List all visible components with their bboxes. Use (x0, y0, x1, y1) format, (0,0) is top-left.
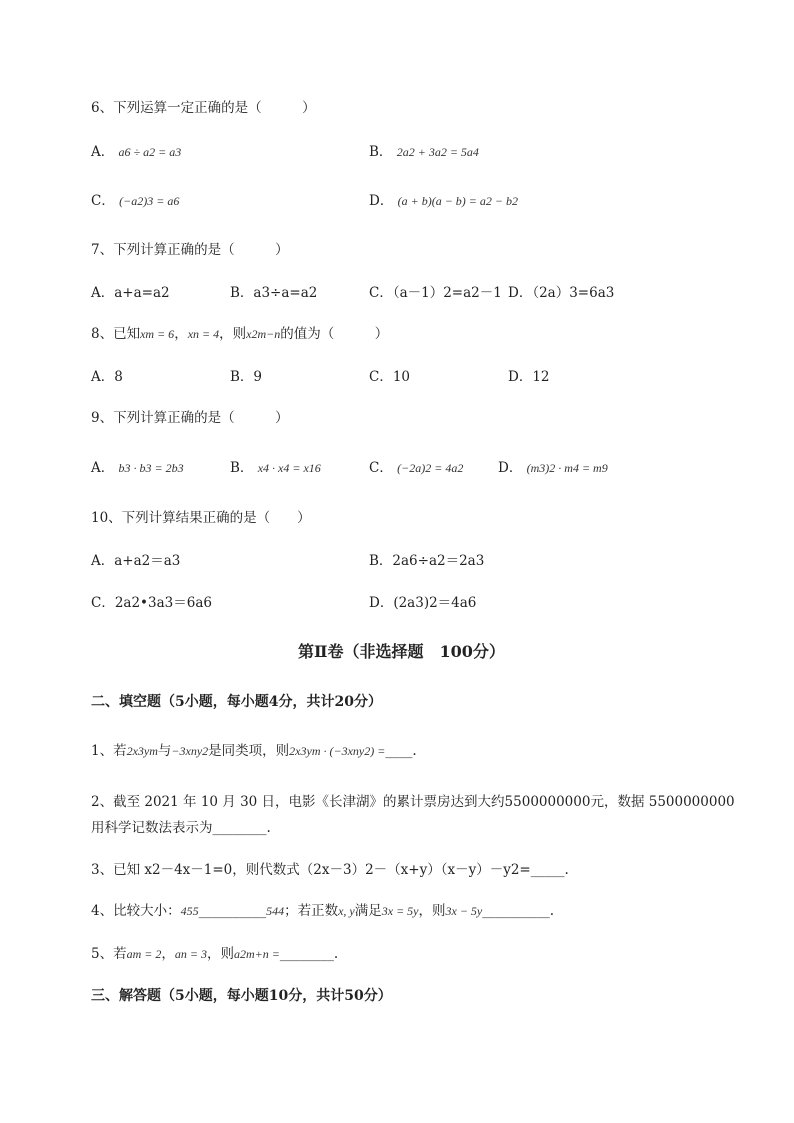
q10-stem: 10、下列计算结果正确的是（ ） (91, 510, 311, 526)
q9-option-b (230, 458, 321, 478)
q8-option-d: D．12 (508, 369, 550, 385)
math-expression: 544 (266, 904, 285, 918)
stem-text: 5、若 (91, 946, 127, 962)
option-label: A． (91, 144, 115, 160)
part2-title: 第Ⅱ卷（非选择题 100分） (298, 642, 505, 661)
math-expression: −3xny2 (171, 744, 209, 758)
math-expression: 455 (180, 904, 199, 918)
fill-question-3: 3、已知 x2－4x－1=0，则代数式（2x－3）2－（x+y）（x－y）－y2=_____. (91, 862, 569, 878)
q10-option-b: B．2a6÷a2＝2a3 (369, 553, 485, 569)
q6-stem: 6、下列运算一定正确的是（ ） (91, 100, 316, 116)
option-label: C． (91, 193, 115, 209)
math-expression: (−2a)2 = 4a2 (397, 461, 464, 475)
option-label: B． (230, 460, 254, 476)
q7-option-b: B．a3÷a=a2 (230, 285, 318, 301)
fill-question-2-line1: 2、截至 2021 年 10 月 30 日，电影《长津湖》的累计票房达到大约5500000000元，数据 5500000000 (91, 794, 735, 810)
math-expression: b3 · b3 = 2b3 (118, 461, 184, 475)
q10-option-a: A．a+a2＝a3 (91, 553, 181, 569)
q9-stem: 9、下列计算正确的是（ ） (91, 410, 289, 426)
stem-text: 是同类项，则 (208, 743, 290, 759)
q10-option-d: D．(2a3)2＝4a6 (369, 595, 477, 611)
answer-blank[interactable]: __________. (482, 903, 555, 919)
q6-option-c (91, 191, 179, 211)
stem-text: ，则 (418, 903, 446, 919)
q7-stem: 7、下列计算正确的是（ ） (91, 242, 289, 258)
fill-question-1 (91, 741, 417, 761)
math-expression: 2x3ym (126, 744, 158, 758)
section3-heading: 三、解答题（5小题，每小题10分，共计50分） (91, 988, 392, 1004)
stem-text: 的值为（ ） (280, 326, 389, 342)
q10-option-c: C．2a2•3a3＝6a6 (91, 595, 212, 611)
answer-blank[interactable]: __________ (198, 903, 267, 919)
q9-option-a (91, 458, 184, 478)
math-expression: 2a2 + 3a2 = 5a4 (396, 145, 479, 159)
stem-text: 1、若 (91, 743, 127, 759)
q8-option-c: C．10 (369, 369, 411, 385)
stem-text: 8、已知 (91, 326, 141, 342)
math-expression: 3x = 5y (381, 904, 419, 918)
stem-text: ；若正数 (284, 903, 339, 919)
option-label: A． (91, 460, 115, 476)
math-expression: xm = 6 (140, 327, 175, 341)
math-expression: a2m+n = (233, 947, 280, 961)
q9-option-d (498, 458, 608, 478)
math-expression: x2m−n (246, 327, 281, 341)
option-label: B． (369, 144, 393, 160)
math-expression: x, y (338, 904, 355, 918)
option-label: D． (498, 460, 523, 476)
math-expression: (m3)2 · m4 = m9 (526, 461, 608, 475)
option-label: D． (369, 193, 394, 209)
fill-question-2-line2: 用科学记数法表示为________. (91, 820, 271, 836)
answer-blank[interactable]: ____. (385, 743, 417, 759)
q8-stem (91, 324, 388, 344)
math-expression: x4 · x4 = x16 (257, 461, 321, 475)
section2-heading: 二、填空题（5小题，每小题4分，共计20分） (91, 694, 382, 710)
math-expression: an = 3 (174, 947, 207, 961)
math-expression: 2x3ym · (−3xny2) = (289, 744, 386, 758)
q8-option-b: B．9 (230, 369, 263, 385)
stem-text: ， (174, 326, 188, 342)
math-expression: (a + b)(a − b) = a2 − b2 (397, 194, 518, 208)
q6-option-b (369, 142, 479, 162)
stem-text: ，则 (219, 326, 247, 342)
math-expression: a6 ÷ a2 = a3 (118, 145, 182, 159)
math-expression: (−a2)3 = a6 (119, 194, 180, 208)
q7-option-d: D．（2a）3=6a3 (508, 285, 615, 301)
q6-option-a (91, 142, 181, 162)
math-expression: 3x − 5y (445, 904, 483, 918)
answer-blank[interactable]: ________. (279, 946, 339, 962)
fill-question-5 (91, 944, 338, 964)
fill-question-4 (91, 901, 554, 921)
q9-option-c (369, 458, 463, 478)
math-expression: xn = 4 (187, 327, 220, 341)
stem-text: ， (161, 946, 175, 962)
stem-text: 满足 (354, 903, 382, 919)
q6-option-d (369, 191, 518, 211)
q8-option-a: A．8 (91, 369, 123, 385)
math-expression: am = 2 (126, 947, 162, 961)
q7-option-c: C．（a－1）2=a2－1 (369, 285, 502, 301)
stem-text: ，则 (206, 946, 234, 962)
stem-text: 与 (157, 743, 172, 759)
stem-text: 4、比较大小： (91, 903, 181, 919)
option-label: C． (369, 460, 393, 476)
q7-option-a: A．a+a=a2 (91, 285, 170, 301)
